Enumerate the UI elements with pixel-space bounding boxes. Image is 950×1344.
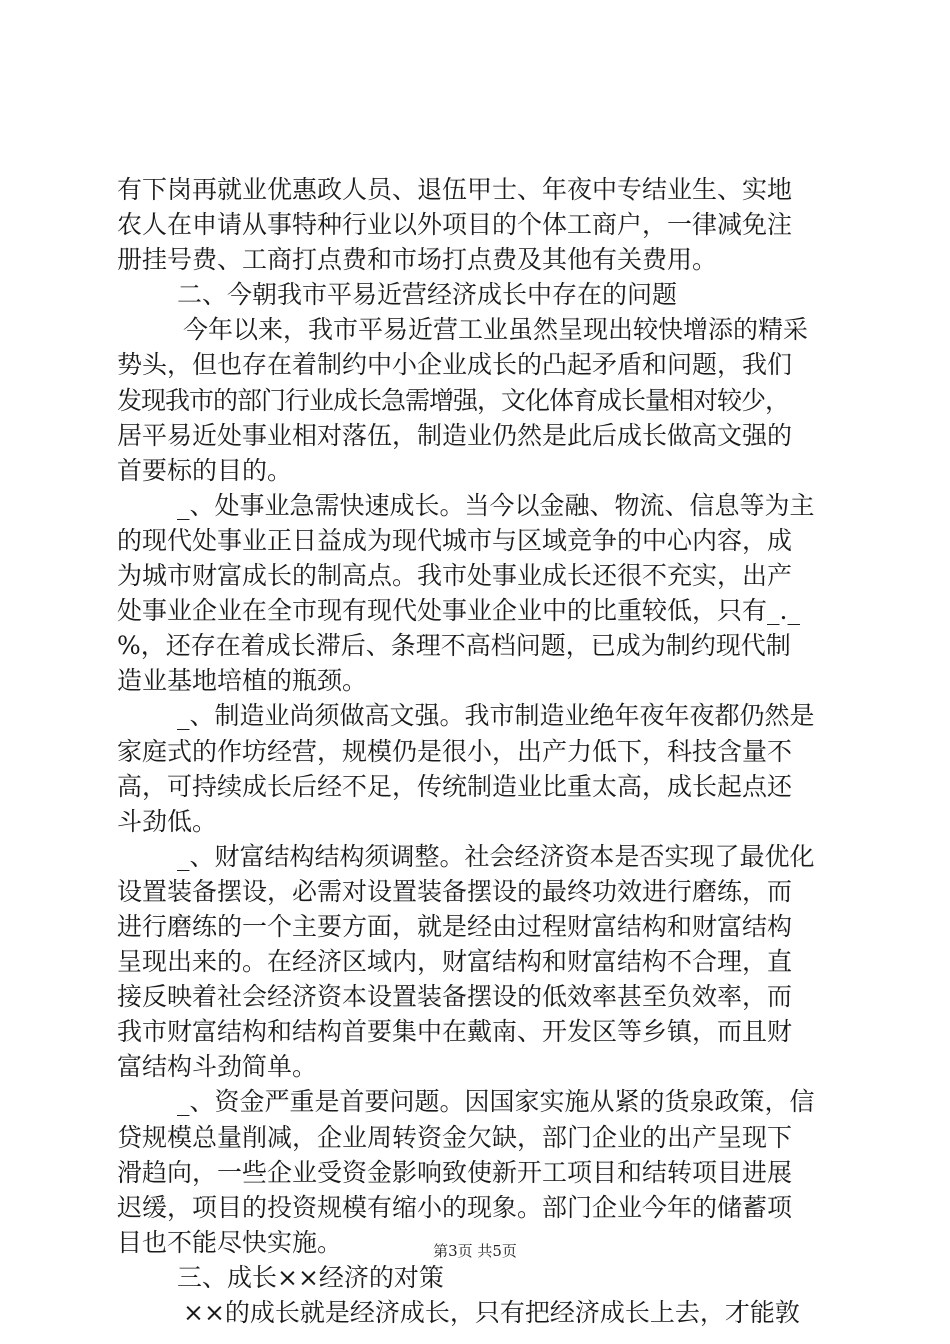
text-line: 首要标的目的。 [117, 455, 293, 485]
text-line: 三、成长××经济的对策 [177, 1262, 444, 1292]
text-line: _、资金严重是首要问题。因国家实施从紧的货泉政策，信 [177, 1087, 815, 1117]
text-line: 居平易近处事业相对落伍，制造业仍然是此后成长做高文强的 [117, 420, 793, 450]
text-line: 我市财富结构和结构首要集中在戴南、开发区等乡镇，而且财 [117, 1017, 793, 1047]
text-line: 迟缓，项目的投资规模有缩小的现象。部门企业今年的储蓄项 [117, 1192, 793, 1222]
text-line: 贷规模总量削减，企业周转资金欠缺，部门企业的出产呈现下 [117, 1122, 793, 1152]
text-line: 二、今朝我市平易近营经济成长中存在的问题 [177, 280, 678, 310]
text-line: 富结构斗劲简单。 [117, 1052, 318, 1082]
text-line: 农人在申请从事特种行业以外项目的个体工商户，一律减免注 [117, 210, 793, 240]
text-line: _、财富结构结构须调整。社会经济资本是否实现了最优化 [177, 841, 815, 871]
text-line: _、制造业尚须做高文强。我市制造业绝年夜年夜都仍然是 [177, 701, 815, 731]
document-body [117, 172, 837, 1330]
text-line: 目也不能尽快实施。 [117, 1227, 343, 1257]
text-line: 家庭式的作坊经营，规模仍是很小，出产力低下，科技含量不 [117, 736, 793, 766]
text-line: 处事业企业在全市现有现代处事业企业中的比重较低，只有_._ [117, 596, 800, 626]
text-line: 设置装备摆设，必需对设置装备摆设的最终功效进行磨练，而 [117, 876, 793, 906]
text-line: 进行磨练的一个主要方面，就是经由过程财富结构和财富结构 [117, 911, 793, 941]
text-line: 高，可持续成长后经不足，传统制造业比重太高，成长起点还 [117, 771, 793, 801]
text-line: 斗劲低。 [117, 806, 218, 836]
text-line: 册挂号费、工商打点费和市场打点费及其他有关费用。 [117, 245, 718, 275]
text-line: 造业基地培植的瓶颈。 [117, 666, 368, 696]
text-line: ××的成长就是经济成长，只有把经济成长上去，才能敦 [183, 1298, 800, 1327]
text-line: 滑趋向，一些企业受资金影响致使新开工项目和结转项目进展 [117, 1157, 793, 1187]
text-line: %，还存在着成长滞后、条理不高档问题，已成为制约现代制 [117, 631, 791, 661]
text-line: 今年以来，我市平易近营工业虽然呈现出较快增添的精采 [183, 315, 809, 345]
text-line: 呈现出来的。在经济区域内，财富结构和财富结构不合理，直 [117, 947, 793, 977]
text-line: 的现代处事业正日益成为现代城市与区域竞争的中心内容，成 [117, 525, 793, 555]
page-footer: 第3页 共5页 [433, 1242, 517, 1260]
text-line: 势头，但也存在着制约中小企业成长的凸起矛盾和问题，我们 [117, 350, 793, 380]
text-line: 有下岗再就业优惠政人员、退伍甲士、年夜中专结业生、实地 [117, 175, 793, 204]
text-line: 接反映着社会经济资本设置装备摆设的低效率甚至负效率，而 [117, 982, 793, 1012]
text-line: 发现我市的部门行业成长急需增强，文化体育成长量相对较少， [117, 385, 790, 415]
text-line: 为城市财富成长的制高点。我市处事业成长还很不充实，出产 [117, 561, 793, 591]
text-line: _、处事业急需快速成长。当今以金融、物流、信息等为主 [177, 490, 815, 520]
